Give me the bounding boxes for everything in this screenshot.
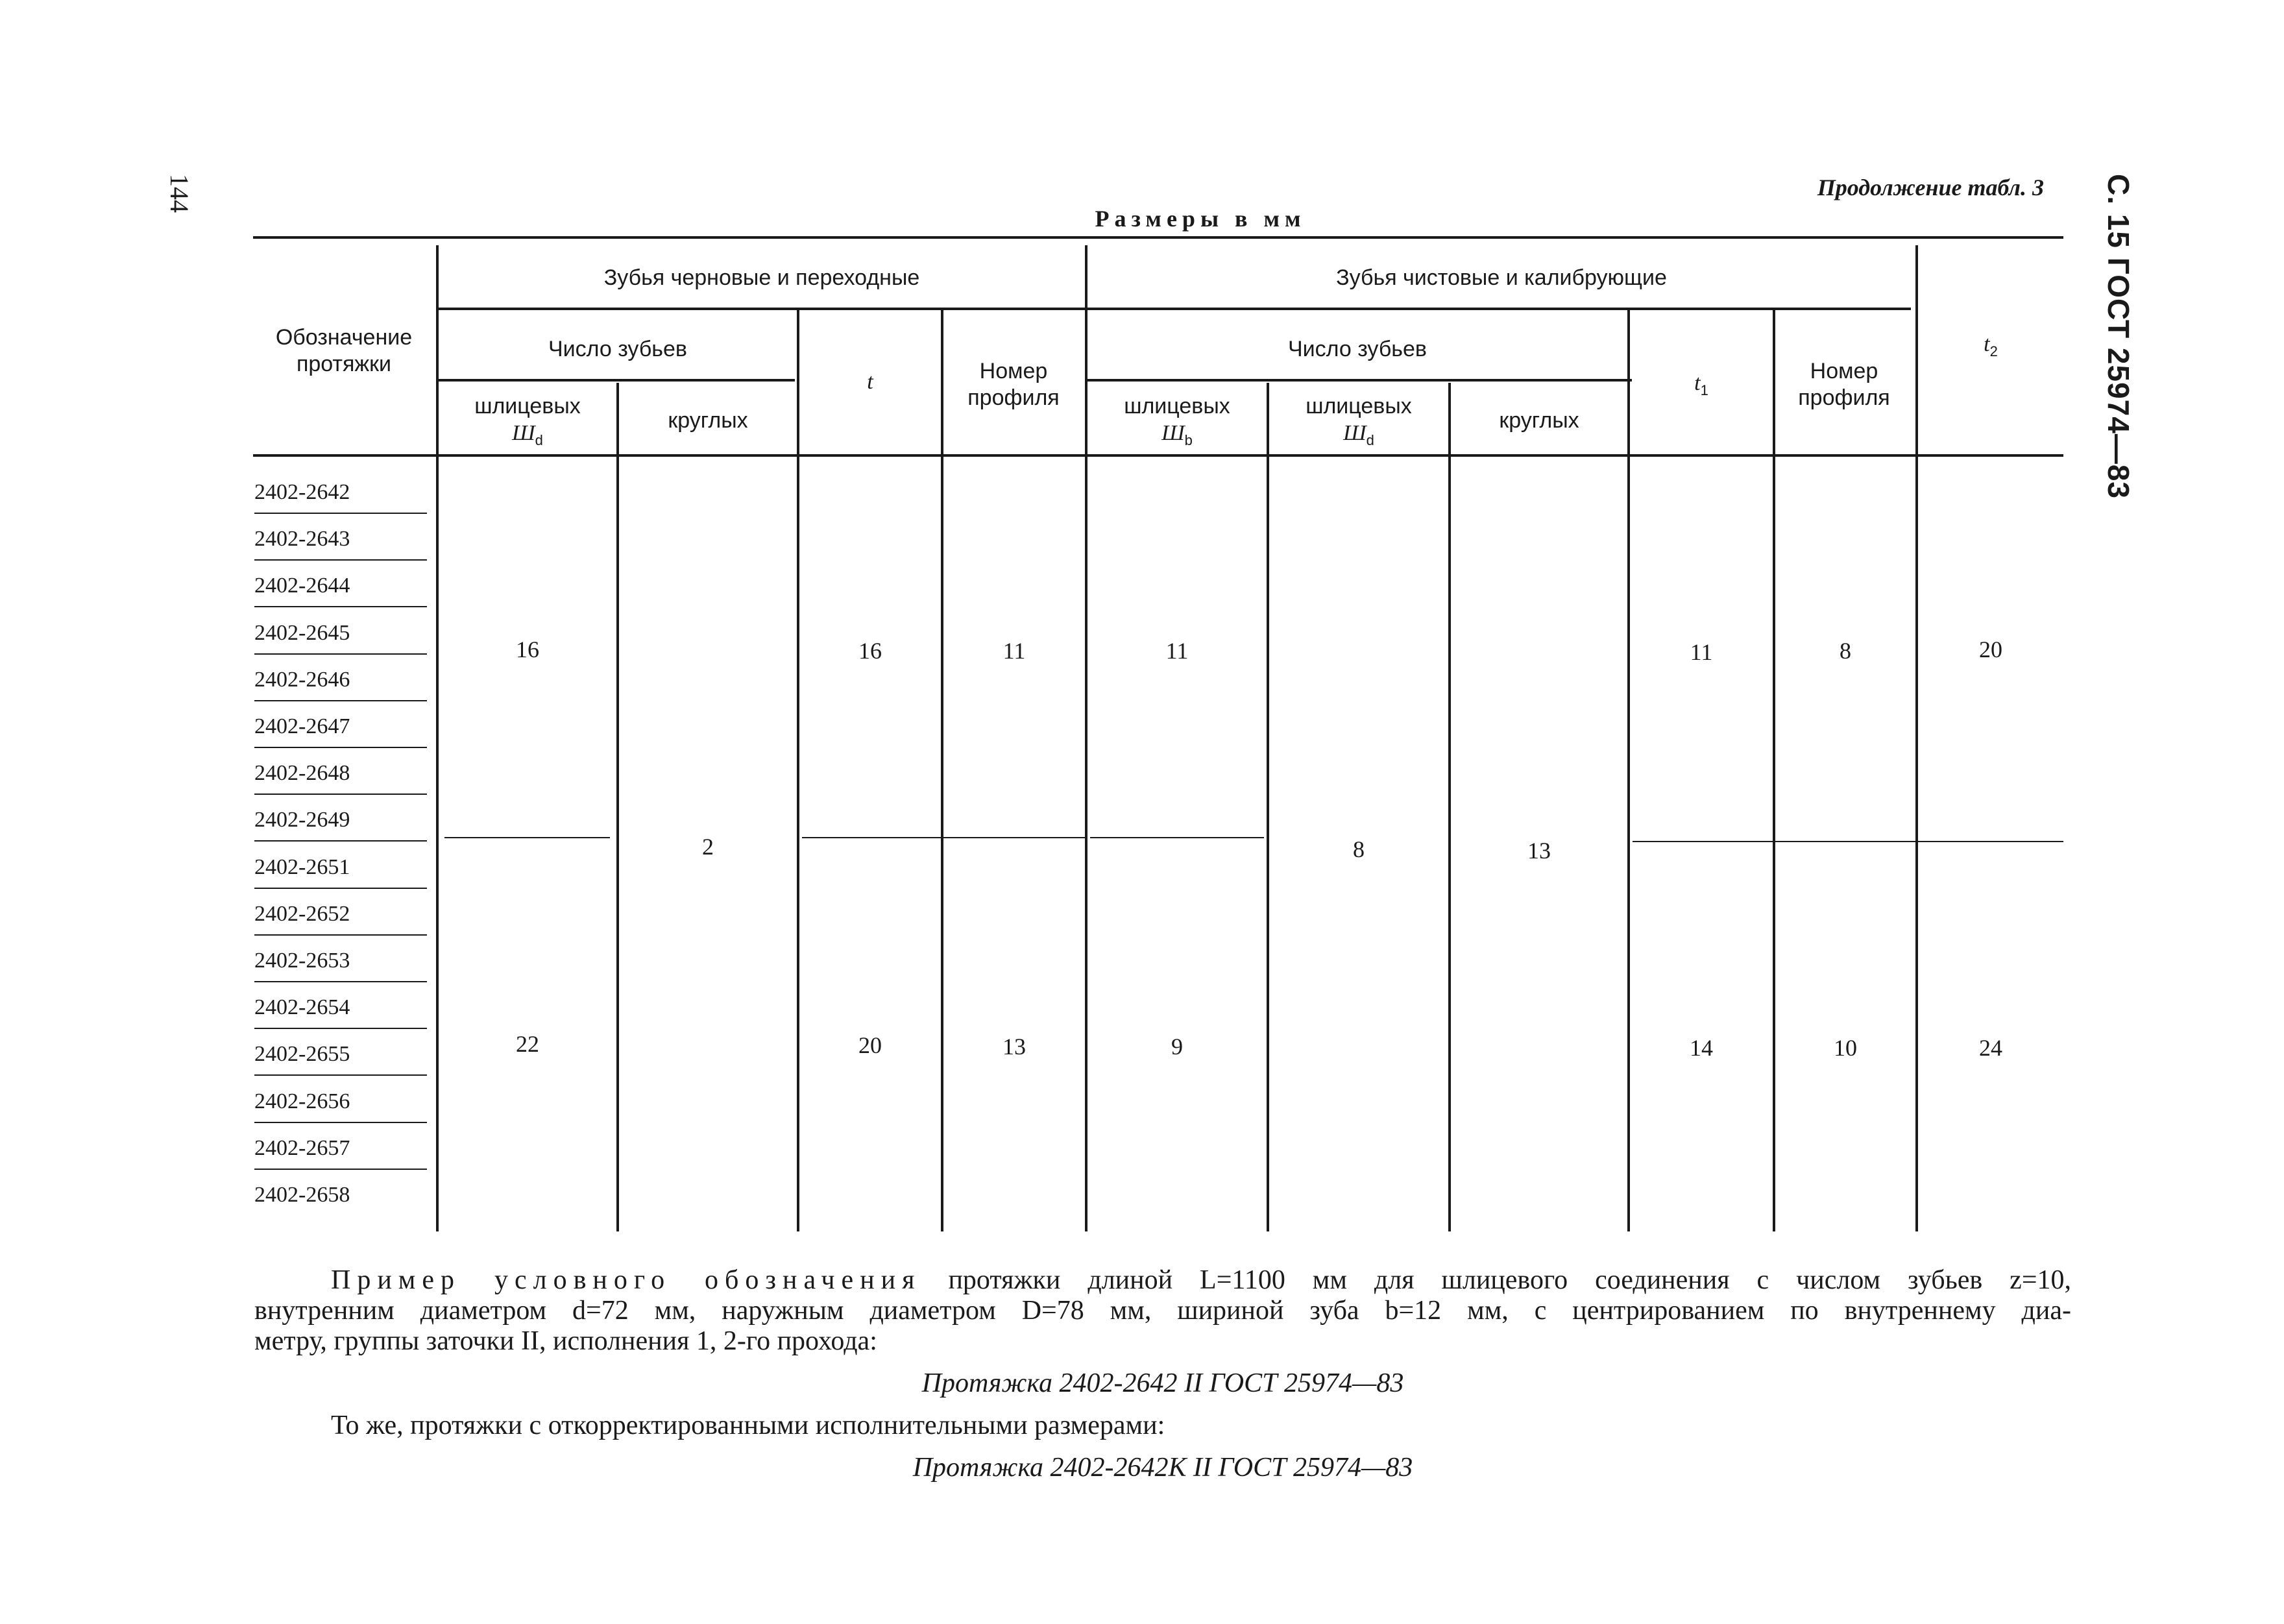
header-spline-b-label: шлицевых	[1124, 394, 1230, 418]
table-row-label: 2402-2653	[254, 949, 350, 973]
table-row-label: 2402-2655	[254, 1042, 350, 1067]
spline-d2-symbol: Ш	[1343, 420, 1367, 445]
col-rule-4	[941, 310, 943, 1231]
header-rule-groups	[438, 308, 1911, 310]
table-row-label: 2402-2651	[254, 854, 350, 879]
header-spline-d2-label: шлицевых	[1306, 394, 1412, 418]
header-designation: Обозначение протяжки	[275, 325, 413, 376]
col-rule-8	[1627, 310, 1630, 1231]
shared-spline-d2: 8	[1353, 836, 1365, 862]
g2-t: 20	[858, 1032, 882, 1058]
table-continuation-label: Продолжение табл. 3	[1817, 175, 2044, 200]
header-rule-teeth-finish	[1087, 379, 1632, 382]
col-rule-10	[1915, 245, 1918, 1231]
dimensions-caption: Размеры в мм	[1095, 206, 1306, 232]
shared-round: 2	[702, 834, 714, 860]
header-round2: круглых	[1499, 408, 1579, 433]
col-rule-9	[1773, 310, 1775, 1231]
table-row-rule	[254, 840, 427, 842]
shared-round2: 13	[1527, 838, 1551, 864]
example-paragraph	[254, 1265, 2071, 1357]
example-line-1	[254, 1265, 2071, 1296]
table-row-label: 2402-2654	[254, 995, 350, 1020]
table-row-rule	[254, 934, 427, 936]
table-top-rule	[253, 236, 2063, 239]
table-row-label: 2402-2644	[254, 574, 350, 598]
example-lead: Пример условного обозначения	[331, 1265, 921, 1295]
table-row-rule	[254, 981, 427, 982]
g2-t1: 14	[1690, 1035, 1713, 1061]
example-designation-2: Протяжка 2402-2642К II ГОСТ 25974—83	[912, 1453, 1413, 1483]
group-separator-spline-b	[1090, 837, 1264, 838]
group-separator-t1-t2	[1633, 841, 2063, 842]
header-teeth-count-finish: Число зубьев	[1288, 337, 1427, 361]
same-corrected-text: То же, протяжки с откорректированными исполнительными размерами:	[331, 1411, 1165, 1440]
table-row-label: 2402-2652	[254, 901, 350, 926]
table-row-rule	[254, 700, 427, 701]
table-row-rule	[254, 1074, 427, 1076]
header-profile-no2: Номер профиля	[1798, 359, 1890, 410]
table-row-rule	[254, 747, 427, 748]
table-row-rule	[254, 794, 427, 795]
g2-spline-b: 9	[1171, 1034, 1183, 1060]
header-spline-b-symbol	[1087, 420, 1267, 449]
group-separator-t-profile	[802, 837, 1085, 838]
table-row-label: 2402-2642	[254, 480, 350, 504]
header-spline-d	[439, 393, 616, 449]
col-rule-6	[1267, 383, 1269, 1231]
table-row-rule	[254, 513, 427, 514]
t1-symbol: t	[1694, 371, 1701, 395]
header-spline-d-symbol	[439, 420, 616, 449]
g1-spline-b: 11	[1165, 638, 1189, 664]
table-row-label: 2402-2656	[254, 1089, 350, 1113]
header-spline-d2-symbol	[1269, 420, 1448, 449]
header-teeth-count-rough: Число зубьев	[548, 337, 687, 361]
header-t1	[1630, 370, 1773, 399]
table-row-rule	[254, 1169, 427, 1170]
table-row-label: 2402-2658	[254, 1183, 350, 1207]
table-row-rule	[254, 559, 427, 561]
header-round: круглых	[668, 408, 748, 433]
g1-profile2: 8	[1840, 638, 1851, 664]
table-row-label: 2402-2647	[254, 714, 350, 738]
table-row-label: 2402-2646	[254, 667, 350, 692]
g1-profile: 11	[1002, 638, 1026, 664]
t2-symbol: t	[1984, 332, 1990, 356]
header-spline-d-label: шлицевых	[474, 394, 581, 418]
g1-t: 16	[858, 638, 882, 664]
spline-d2-subscript: d	[1366, 431, 1374, 448]
header-group-finish: Зубья чистовые и калибрующие	[1336, 265, 1667, 290]
page-number: 144	[165, 174, 194, 213]
table-row-label: 2402-2657	[254, 1135, 350, 1160]
t1-subscript: 1	[1700, 382, 1708, 398]
header-t	[799, 369, 941, 396]
g1-t1: 11	[1690, 639, 1713, 665]
side-header-standard: С. 15 ГОСТ 25974—83	[2102, 174, 2135, 500]
table-row-label: 2402-2649	[254, 808, 350, 832]
example-line-1-rest: протяжки длиной L=1100 мм для шлицевого соединения с числом зубьев z=10,	[948, 1265, 2071, 1295]
example-line-3: метру, группы заточки II, исполнения 1, 2-го прохода:	[254, 1326, 877, 1357]
col-rule-2	[616, 383, 619, 1231]
table-row-rule	[254, 888, 427, 889]
spline-b-symbol: Ш	[1161, 420, 1185, 445]
g1-t2: 20	[1979, 636, 2002, 662]
header-spline-d2	[1269, 393, 1448, 449]
col-rule-7	[1448, 383, 1451, 1231]
spline-b-subscript: b	[1184, 431, 1193, 448]
spline-d-subscript: d	[535, 431, 543, 448]
t-symbol: t	[867, 370, 873, 394]
g2-spline-d: 22	[516, 1031, 539, 1057]
header-profile-no: Номер профиля	[967, 359, 1060, 410]
group-separator-spline-d	[444, 837, 610, 838]
table-row-rule	[254, 606, 427, 607]
table-row-label: 2402-2648	[254, 761, 350, 786]
example-line-2: внутренним диаметром d=72 мм, наружным диаметром D=78 мм, шириной зуба b=12 мм, с центрированием по внутреннему диа-	[254, 1296, 2071, 1326]
header-t2	[1918, 331, 2063, 360]
g2-profile2: 10	[1834, 1035, 1857, 1061]
header-rule-teeth-rough	[438, 379, 795, 382]
header-group-rough: Зубья черновые и переходные	[603, 265, 920, 290]
g2-profile: 13	[1002, 1034, 1026, 1060]
table-row-rule	[254, 1028, 427, 1029]
header-bottom-rule	[253, 454, 2063, 457]
col-rule-3	[797, 310, 799, 1231]
g2-t2: 24	[1979, 1035, 2002, 1061]
header-spline-b	[1087, 393, 1267, 449]
example-designation-1: Протяжка 2402-2642 II ГОСТ 25974—83	[921, 1368, 1404, 1398]
table-row-label: 2402-2645	[254, 620, 350, 645]
table-row-rule	[254, 1122, 427, 1123]
table-row-label: 2402-2643	[254, 527, 350, 551]
spline-d-symbol: Ш	[512, 420, 535, 445]
t2-subscript: 2	[1989, 343, 1998, 359]
g1-spline-d: 16	[516, 636, 539, 662]
table-row-rule	[254, 653, 427, 655]
